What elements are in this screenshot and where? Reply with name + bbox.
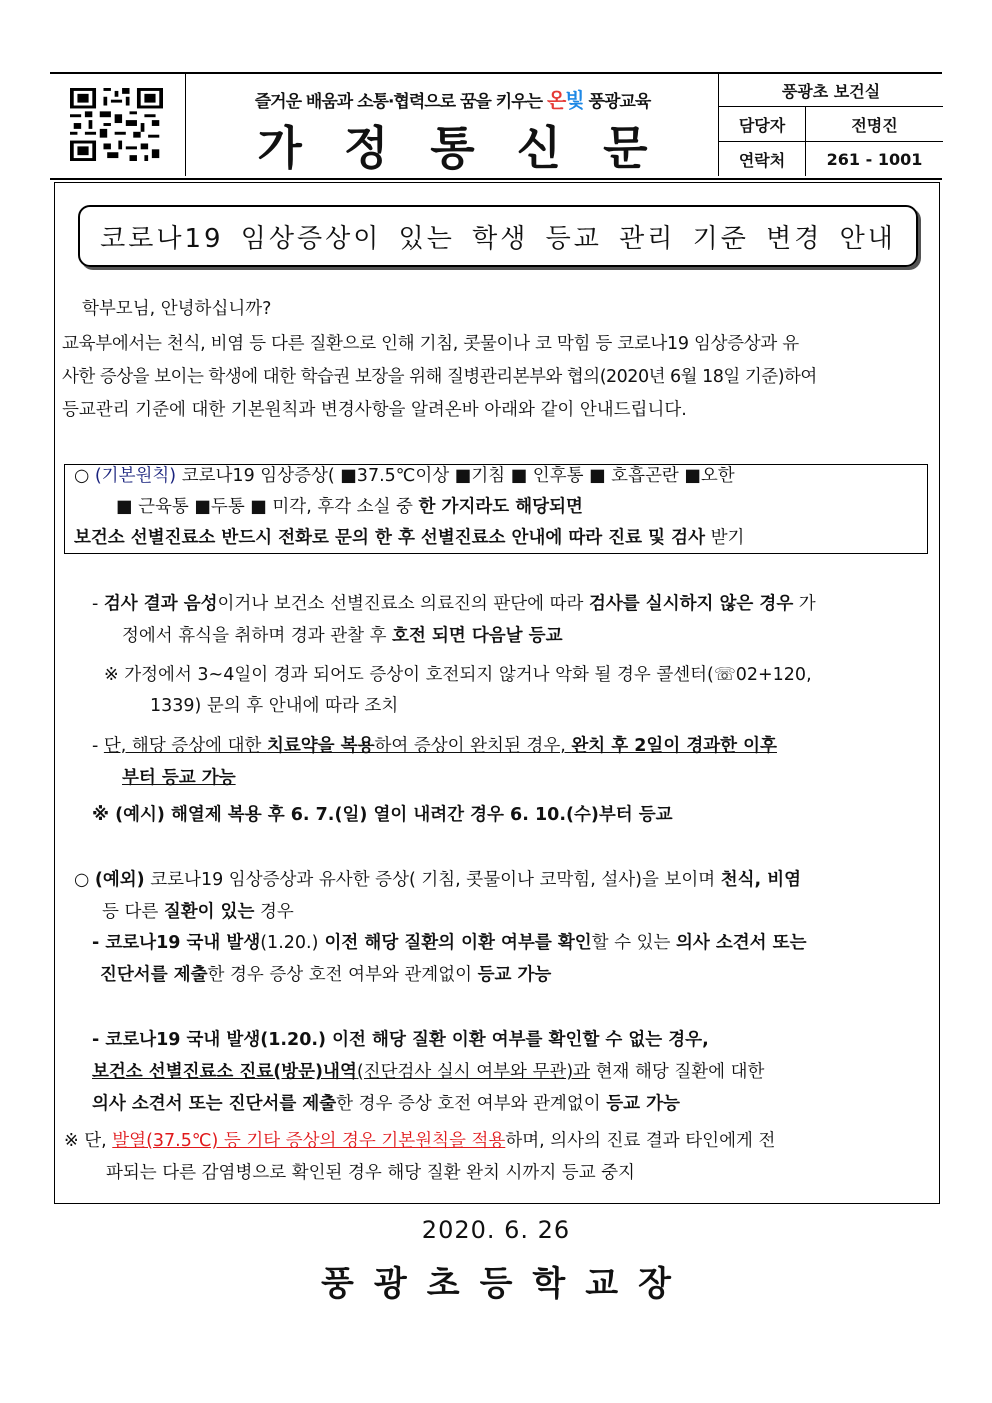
attendance-allowed: 등교 가능 — [477, 965, 552, 985]
phone-row — [719, 142, 943, 176]
basic-item-2-line-2: 부터 등교 가능 — [122, 768, 236, 788]
e1-d: 할 수 있는 — [591, 933, 676, 953]
next-day-attendance: 호전 되면 다음날 등교 — [392, 626, 563, 646]
medication-taken: 치료약을 복용 — [266, 736, 375, 756]
final-a: ※ 단, — [64, 1131, 113, 1151]
exception-label: (예외) — [94, 870, 145, 890]
principal-signature: 풍광초등학교장 — [321, 1264, 691, 1304]
example-note: ※ (예시) 해열제 복용 후 6. 7.(일) 열이 내려간 경우 6. 10.(수)부터 등교 — [92, 805, 673, 825]
slogan-bit: 빛 — [565, 88, 584, 112]
negative-result: 검사 결과 음성 — [103, 594, 218, 614]
principle-line-3 — [74, 523, 744, 553]
item-1-line-2-text: 정에서 휴식을 취하며 경과 관찰 후 — [122, 626, 393, 646]
e2-line-2-c: 현재 해당 질환에 대한 — [590, 1062, 765, 1082]
item-1-mid: 이거나 보건소 선별진료소 의료진의 판단에 따라 — [217, 594, 589, 614]
contact-name: 전명진 — [851, 115, 898, 135]
basic-item-1-line-1 — [92, 588, 816, 620]
fever-rule: 발열(37.5℃) 등 기타 증상의 경우 기본원칙을 적용 — [112, 1131, 506, 1151]
submit-certificate: 진단서를 제출 — [100, 965, 208, 985]
intro-line-3: 등교관리 기준에 대한 기본원칙과 변경사항을 알려온바 아래와 같이 안내드립니다. — [62, 400, 687, 420]
e2-attendance-allowed: 등교 가능 — [606, 1094, 680, 1114]
office-row — [719, 74, 943, 107]
exception-line-2-a: 등 다른 — [102, 902, 164, 922]
e1-line-2-b: 한 경우 증상 호전 여부와 관계없이 — [207, 965, 478, 985]
exception-line-1 — [74, 864, 801, 896]
principle-condition: 한 가지라도 해당되면 — [418, 497, 583, 517]
principle-line-2 — [116, 492, 583, 522]
item-2-b: 하여 증상이 완치된 경우, — [374, 736, 572, 756]
exception-line-2 — [102, 896, 294, 928]
exception-line-1-text: 코로나19 임상증상과 유사한 증상( 기침, 콧물이나 코막힘, 설사)을 보이며 — [150, 870, 721, 890]
greeting: 학부모님, 안녕하십니까? — [82, 299, 272, 319]
final-note-line-1 — [64, 1125, 775, 1157]
e2-line-3-b: 한 경우 증상 호전 여부와 관계없이 — [336, 1094, 607, 1114]
exception-item-1-line-1 — [92, 927, 807, 959]
basic-item-2-line-1 — [92, 730, 777, 762]
office-name: 풍광초 보건실 — [781, 81, 881, 101]
e1-a: - 코로나19 국내 발생 — [92, 933, 261, 953]
e2-line-3-a: 의사 소견서 또는 진단서를 제출 — [92, 1094, 337, 1114]
dash: - — [92, 736, 104, 756]
school-slogan — [190, 84, 715, 113]
exception-circle: ○ — [74, 870, 90, 890]
contact-label: 담당자 — [719, 107, 806, 141]
phone-label: 연락처 — [719, 142, 806, 176]
contact-row — [719, 107, 943, 142]
slogan-on: 온 — [546, 88, 566, 112]
intro-line-2: 사한 증상을 보이는 학생에 대한 학습권 보장을 위해 질병관리본부와 협의(2020년 6월 18일 기준)하여 — [62, 367, 817, 387]
principle-action-end: 받기 — [710, 528, 745, 548]
note-1-line-1: ※ 가정에서 3~4일이 경과 되어도 증상이 호전되지 않거나 악화 될 경우 콜센터(☏02+120, — [104, 665, 812, 685]
phone-number: 261 - 1001 — [826, 149, 923, 169]
asthma-rhinitis: 천식, 비염 — [720, 870, 802, 890]
slogan-suffix: 풍광교육 — [588, 92, 651, 112]
principle-symptoms: ■ 근육통 ■두통 ■ 미각, 후각 소실 중 — [116, 497, 413, 517]
notice-title: 코로나19 임상증상이 있는 학생 등교 관리 기준 변경 안내 — [78, 205, 918, 267]
exception-item-2-line-2 — [92, 1056, 764, 1088]
item-1-end: 가 — [793, 594, 816, 614]
exception-line-2-b: 경우 — [254, 902, 294, 922]
dash: - — [92, 594, 104, 614]
slogan-prefix: 즐거운 배움과 소통·협력으로 꿈을 키우는 — [254, 92, 543, 112]
exception-item-2-line-3 — [92, 1088, 680, 1120]
basic-item-1-line-2 — [122, 620, 562, 652]
final-note-line-2: 파되는 다른 감염병으로 확인된 경우 해당 질환 완치 시까지 등교 중지 — [106, 1163, 635, 1183]
two-days-after-recovery: 완치 후 2일이 경과한 이후 — [571, 736, 777, 756]
clinic-visit-record: 보건소 선별진료소 진료(방문)내역 — [92, 1062, 357, 1082]
principle-circle: ○ — [74, 466, 90, 486]
qr-code-icon — [70, 88, 163, 161]
has-disease: 질환이 있는 — [163, 902, 255, 922]
principle-action: 보건소 선별진료소 반드시 전화로 문의 한 후 선별진료소 안내에 따라 진료 및 검사 — [74, 528, 705, 548]
e1-e: 의사 소견서 또는 — [675, 933, 807, 953]
final-b: 하며, 의사의 진료 결과 타인에게 전 — [505, 1131, 776, 1151]
contact-info-table — [718, 74, 943, 176]
e1-b: (1.20.) — [260, 933, 319, 953]
note-1-line-2: 1339) 문의 후 안내에 따라 조치 — [150, 696, 399, 716]
exception-item-1-line-2 — [100, 959, 551, 991]
issue-date: 2020. 6. 26 — [421, 1216, 571, 1244]
principle-line-1 — [74, 461, 735, 491]
e1-c: 이전 해당 질환의 이환 여부를 확인 — [318, 933, 592, 953]
masthead-title: 가정통신문 — [257, 121, 690, 175]
exception-item-2-line-1: - 코로나19 국내 발생(1.20.) 이전 해당 질환 이환 여부를 확인할 수 없는 경우, — [92, 1030, 709, 1050]
no-test-case: 검사를 실시하지 않은 경우 — [589, 594, 794, 614]
intro-line-1: 교육부에서는 천식, 비염 등 다른 질환으로 인해 기침, 콧물이나 코 막힘 등 코로나19 임상증상과 유 — [62, 334, 799, 354]
e2-line-2-b: (진단검사 실시 여부와 무관)과 — [356, 1062, 591, 1082]
principle-label: (기본원칙) — [94, 466, 177, 486]
item-2-a: 단, 해당 증상에 대한 — [103, 736, 267, 756]
principle-line-1-text: 코로나19 임상증상( ■37.5℃이상 ■기침 ■ 인후통 ■ 호흡곤란 ■오한 — [181, 466, 735, 486]
